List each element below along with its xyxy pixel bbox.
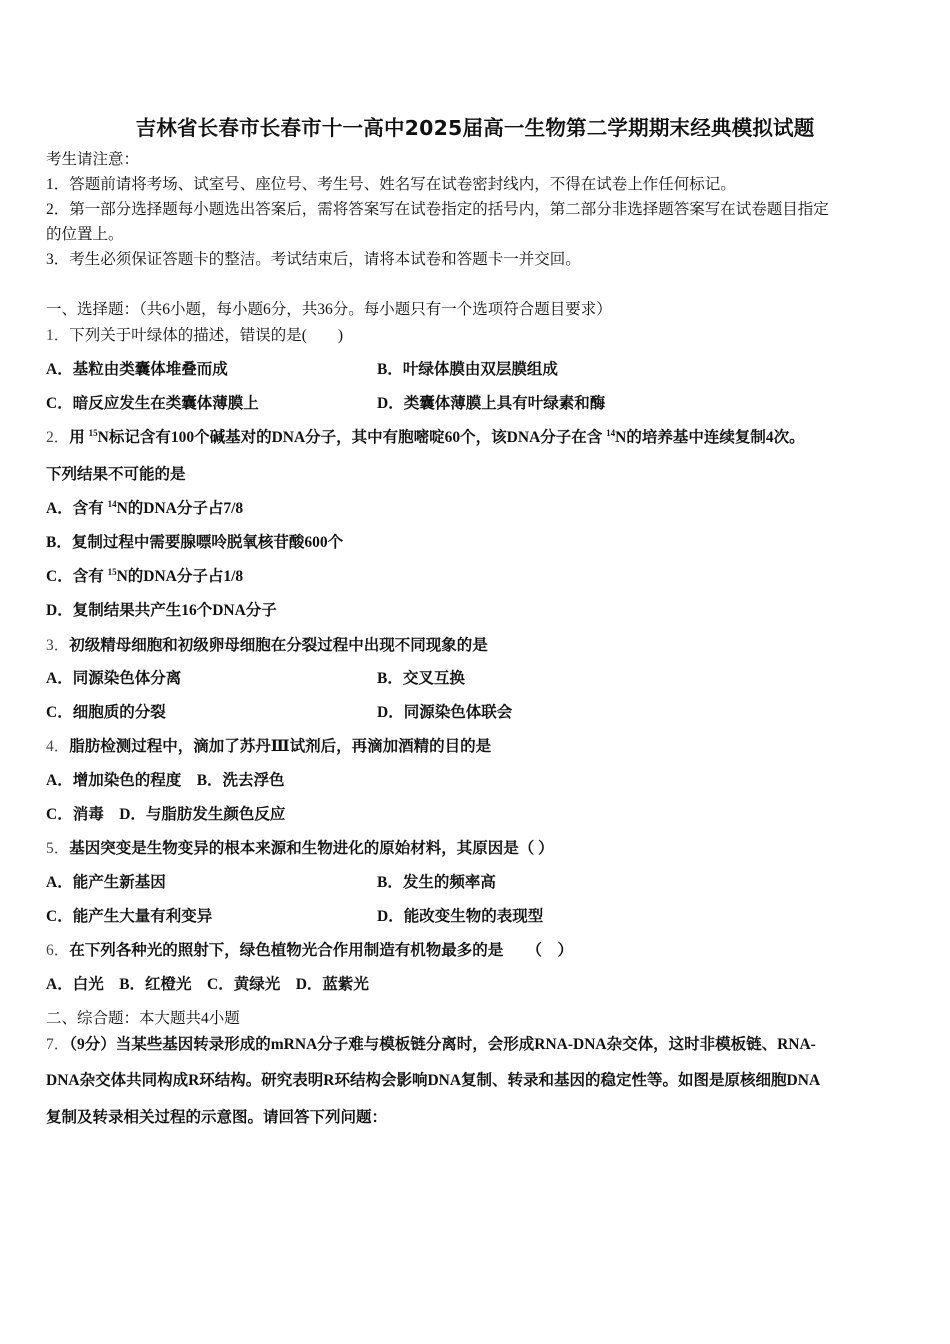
- option-d: D．复制结果共产生16个DNA分子: [46, 602, 277, 619]
- question-text: 用: [69, 429, 89, 446]
- section-1-heading: 一、选择题：（共6小题，每小题6分，共36分。每小题只有一个选项符合题目要求）: [46, 301, 612, 318]
- question-1-stem: [46, 326, 343, 346]
- option-d: D．同源染色体联会: [377, 704, 513, 721]
- option-a: A．基粒由类囊体堆叠而成: [46, 361, 228, 378]
- question-2-stem-cont: 下列结果不可能的是: [46, 466, 186, 483]
- option-a: [46, 499, 243, 519]
- option-row: [46, 360, 228, 380]
- question-number: 3．: [46, 637, 70, 654]
- option-text: C．含有: [46, 568, 108, 585]
- question-text: 初级精母细胞和初级卵母细胞在分裂过程中出现不同现象的是: [69, 637, 488, 654]
- option-row: A．白光 B．红橙光 C．黄绿光 D．蓝紫光: [46, 976, 369, 993]
- question-5-stem: [46, 839, 554, 859]
- question-text: 基因突变是生物变异的根本来源和生物进化的原始材料，其原因是（ ）: [69, 840, 554, 857]
- option-b: B．发生的频率高: [377, 874, 496, 891]
- option-b: B．叶绿体膜由双层膜组成: [377, 361, 558, 378]
- question-text: （9分）当某些基因转录形成的mRNA分子难与模板链分离时，会形成RNA-DNA杂交体，这时非模板链、RNA-: [69, 1036, 816, 1053]
- option-text: N的DNA分子占7/8: [116, 500, 244, 517]
- superscript: 15: [107, 567, 117, 577]
- notice-item: 的位置上。: [46, 226, 124, 243]
- question-2-stem: [46, 428, 805, 448]
- superscript: 14: [606, 428, 616, 438]
- option-a: A．能产生新基因: [46, 874, 166, 891]
- question-number: 5．: [46, 840, 70, 857]
- option-text: N的DNA分子占1/8: [116, 568, 244, 585]
- option-c: C．能产生大量有利变异: [46, 908, 213, 925]
- question-number: 1．: [46, 327, 70, 344]
- question-6-stem: [46, 941, 573, 961]
- question-text: 下列关于叶绿体的描述，错误的是( ): [69, 327, 344, 344]
- notice-item: 1．答题前请将考场、试室号、座位号、考生号、姓名写在试卷密封线内，不得在试卷上作任何标记。: [46, 176, 736, 193]
- notice-item: 3．考生必须保证答题卡的整洁。考试结束后，请将本试卷和答题卡一并交回。: [46, 251, 581, 268]
- notice-heading: 考生请注意：: [46, 151, 140, 168]
- option-c: C．细胞质的分裂: [46, 704, 166, 721]
- question-7-line: [46, 1035, 816, 1055]
- option-d: D．类囊体薄膜上具有叶绿素和酶: [377, 395, 606, 412]
- page-title: 吉林省长春市长春市十一高中2025届高一生物第二学期期末经典模拟试题: [135, 116, 815, 140]
- option-b: B．复制过程中需要腺嘌呤脱氧核苷酸600个: [46, 534, 344, 551]
- question-text: N标记含有100个碱基对的DNA分子，其中有胞嘧啶60个，该DNA分子在含: [97, 429, 607, 446]
- question-text: 在下列各种光的照射下，绿色植物光合作用制造有机物最多的是 （ ）: [69, 942, 574, 959]
- option-d: D．能改变生物的表现型: [377, 908, 544, 925]
- question-number: 7．: [46, 1036, 70, 1053]
- option-row: C．消毒 D．与脂肪发生颜色反应: [46, 806, 286, 823]
- section-2-heading: 二、综合题：本大题共4小题: [46, 1010, 240, 1027]
- question-number: 4．: [46, 738, 70, 755]
- question-text: 脂肪检测过程中，滴加了苏丹Ⅲ试剂后，再滴加酒精的目的是: [69, 738, 492, 755]
- question-7-line: 复制及转录相关过程的示意图。请回答下列问题：: [46, 1109, 388, 1126]
- question-text: N的培养基中连续复制4次。: [615, 429, 805, 446]
- option-c: [46, 567, 243, 587]
- notice-item: 2．第一部分选择题每小题选出答案后，需将答案写在试卷指定的括号内，第二部分非选择题答案写在试卷题目指定: [46, 201, 829, 218]
- question-7-line: DNA杂交体共同构成R环结构。研究表明R环结构会影响DNA复制、转录和基因的稳定性等。如图是原核细胞DNA: [46, 1072, 821, 1089]
- option-a: A．同源染色体分离: [46, 670, 182, 687]
- question-4-stem: [46, 737, 491, 757]
- superscript: 15: [88, 428, 98, 438]
- option-b: B．交叉互换: [377, 670, 465, 687]
- superscript: 14: [107, 499, 117, 509]
- question-3-stem: [46, 636, 488, 656]
- option-text: A．含有: [46, 500, 108, 517]
- question-number: 2．: [46, 429, 70, 446]
- option-c: C．暗反应发生在类囊体薄膜上: [46, 395, 259, 412]
- question-number: 6．: [46, 942, 70, 959]
- option-row: A．增加染色的程度 B．洗去浮色: [46, 772, 285, 789]
